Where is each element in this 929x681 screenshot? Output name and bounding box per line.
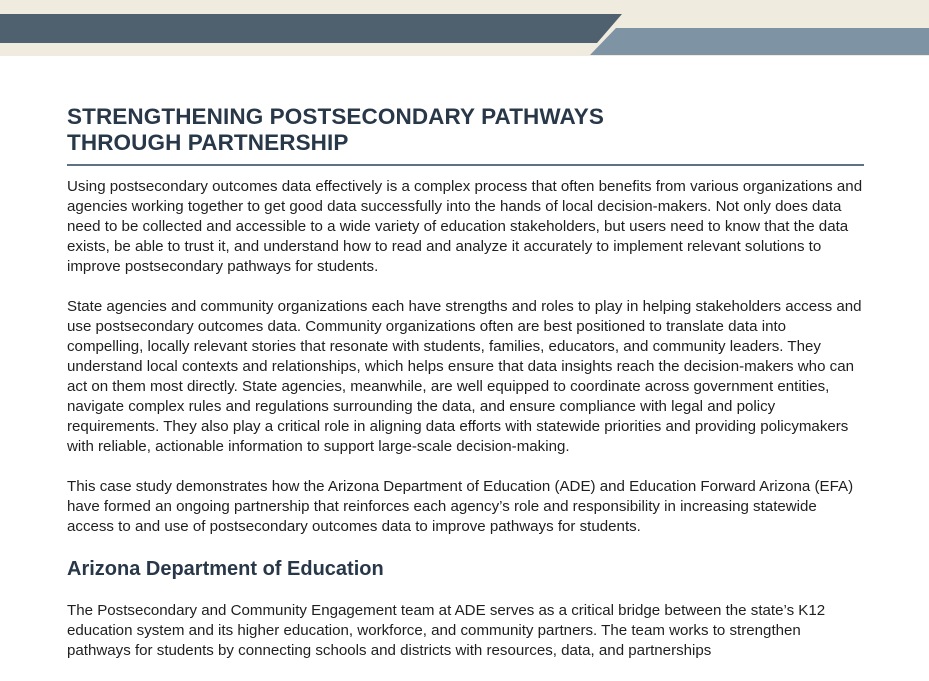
document-title-line-2: THROUGH PARTNERSHIP <box>67 130 349 155</box>
document-body <box>67 104 864 681</box>
header-banner <box>0 0 929 56</box>
banner-band-light <box>590 28 929 55</box>
section-heading-ade: Arizona Department of Education <box>67 558 384 580</box>
document-title <box>67 104 864 156</box>
banner-band-dark <box>0 14 622 43</box>
paragraph-intro: Using postsecondary outcomes data effectively is a complex process that often benefits from various organizations and agencies working together to get good data successfully into the hands of local decision-makers. Not only does data need to be collected and accessible to a wide variety of education stakeholders, but users need to know that the data exists, be able to trust it, and understand how to read and analyze it accurately to implement relevant solutions to improve postsecondary pathways for students. <box>67 178 863 275</box>
paragraph-case-study: This case study demonstrates how the Arizona Department of Education (ADE) and Education Forward Arizona (EFA) have formed an ongoing partnership that reinforces each agency’s role and responsibility in increasing statewide access to and use of postsecondary outcomes data to improve pathways for students. <box>67 478 854 535</box>
title-divider <box>67 164 864 166</box>
paragraph-roles: State agencies and community organizations each have strengths and roles to play in helping stakeholders access and use postsecondary outcomes data. Community organizations often are best positioned to translate data into compelling, locally relevant stories that resonate with students, families, educators, and community leaders. They understand local contexts and relationships, which helps ensure that data insights reach the decision-makers who can act on them most directly. State agencies, meanwhile, are well equipped to coordinate across government entities, navigate complex rules and regulations surrounding the data, and ensure compliance with legal and policy requirements. They also play a critical role in aligning data efforts with statewide priorities and providing policymakers with reliable, actionable information to support large-scale decision-making. <box>67 298 862 455</box>
document-title-line-1: STRENGTHENING POSTSECONDARY PATHWAYS <box>67 104 604 129</box>
paragraph-ade: The Postsecondary and Community Engagement team at ADE serves as a critical bridge between the state’s K12 education system and its higher education, workforce, and community partners. The team works to strengthen pathways for students by connecting schools and districts with resources, data, and partnerships <box>67 602 826 659</box>
